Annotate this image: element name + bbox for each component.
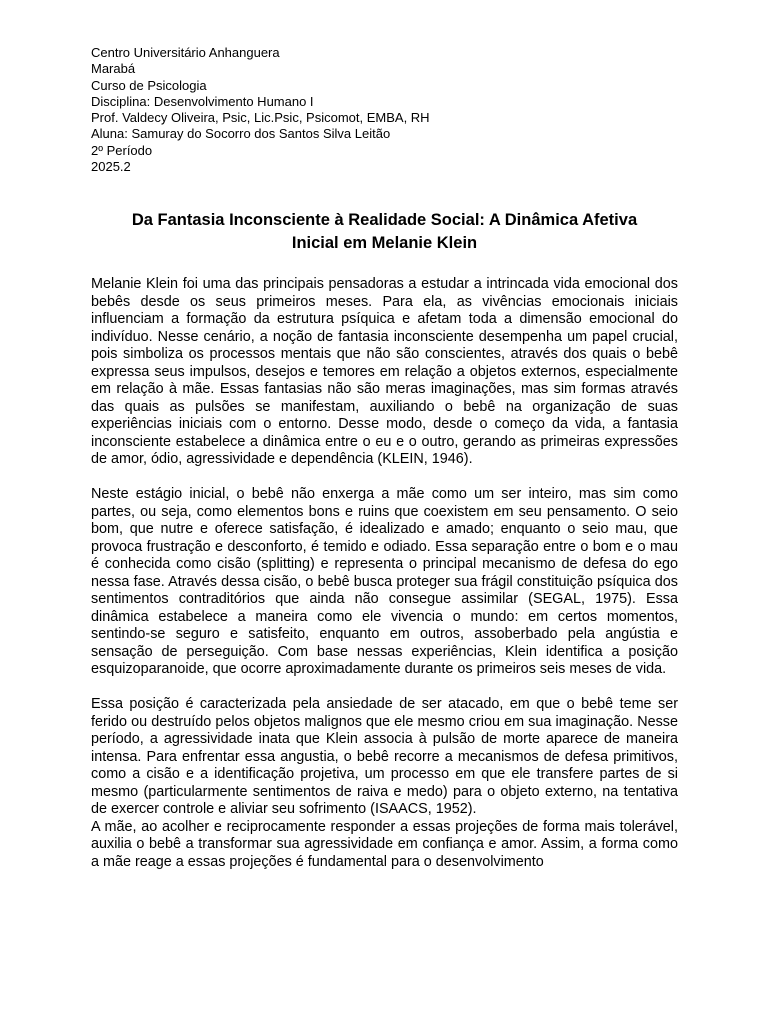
paragraph-1: Melanie Klein foi uma das principais pensadoras a estudar a intrincada vida emocional dos bebês desde os seus primeiros meses. Para ela, as vivências emocionais iniciais influenciam a formação da estrutura psíquica e afetam toda a dimensão emocional do indivíduo. Nesse cenário, a noção de fantasia inconsciente desempenha um papel crucial, pois simboliza os processos mentais que não são conscientes, através dos quais o bebê expressa seus impulsos, desejos e temores em relação a objetos externos, especialmente em relação à mãe. Essas fantasias não são meras imaginações, mas sim formas através das quais as pulsões se manifestam, auxiliando o bebê na organização de suas experiências iniciais com o entorno. Desse modo, desde o começo da vida, a fantasia inconsciente estabelece a dinâmica entre o eu e o outro, gerando as primeiras expressões de amor, ódio, agressividade e dependência (KLEIN, 1946). (91, 276, 678, 468)
paragraph-spacer (91, 679, 678, 697)
paragraph-spacer (91, 469, 678, 487)
document-page (91, 45, 678, 871)
document-title (91, 209, 678, 255)
header-professor: Prof. Valdecy Oliveira, Psic, Lic.Psic, Psicomot, EMBA, RH (91, 110, 430, 126)
header-discipline: Disciplina: Desenvolvimento Humano I (91, 93, 314, 109)
header-student: Aluna: Samuray do Socorro dos Santos Silva Leitão (91, 126, 391, 142)
header-year: 2025.2 (91, 159, 131, 175)
title-line-2: Inicial em Melanie Klein (291, 234, 478, 253)
title-line-1: Da Fantasia Inconsciente à Realidade Social: A Dinâmica Afetiva (131, 211, 638, 230)
paragraph-2: Neste estágio inicial, o bebê não enxerga a mãe como um ser inteiro, mas sim como partes, ou seja, como elementos bons e ruins que coexistem em seu pensamento. O seio bom, que nutre e oferece satisfação, é idealizado e amado; enquanto o seio mau, que provoca frustração e desconforto, é temido e odiado. Essa separação entre o bom e o mau é conhecida como cisão (splitting) e representa o principal mecanismo de defesa do ego nessa fase. Através dessa cisão, o bebê busca proteger sua frágil constituição psíquica dos sentimentos contraditórios que ainda não consegue assimilar (SEGAL, 1975). Essa dinâmica estabelece a maneira como ele vivencia o mundo: em certos momentos, sentindo-se seguro e satisfeito, enquanto em outros, assoberbado pela angústia e sensação de perseguição. Com base nessas experiências, Klein identifica a posição esquizoparanoide, que ocorre aproximadamente durante os primeiros seis meses de vida. (91, 486, 678, 678)
header-institution: Centro Universitário Anhanguera (91, 45, 280, 60)
document-body (91, 276, 678, 871)
header-city: Marabá (91, 61, 136, 77)
header-course: Curso de Psicologia (91, 77, 207, 93)
header-period: 2º Período (91, 142, 153, 158)
paragraph-4: A mãe, ao acolher e reciprocamente responder a essas projeções de forma mais tolerável, auxilia o bebê a transformar sua agressividade em confiança e amor. Assim, a forma como a mãe reage a essas projeções é fundamental para o desenvolvimento (91, 818, 678, 870)
paragraph-3: Essa posição é caracterizada pela ansiedade de ser atacado, em que o bebê teme ser ferido ou destruído pelos objetos malignos que ele mesmo criou em sua imaginação. Nesse período, a agressividade inata que Klein associa à pulsão de morte aparece de maneira intensa. Para enfrentar essa angustia, o bebê recorre a mecanismos de defesa primitivos, como a cisão e a identificação projetiva, um processo em que ele transfere partes de si mesmo (particularmente sentimentos de raiva e medo) para o objeto externo, na tentativa de exercer controle e aliviar seu sofrimento (ISAACS, 1952). (91, 696, 678, 818)
document-header (91, 45, 678, 175)
